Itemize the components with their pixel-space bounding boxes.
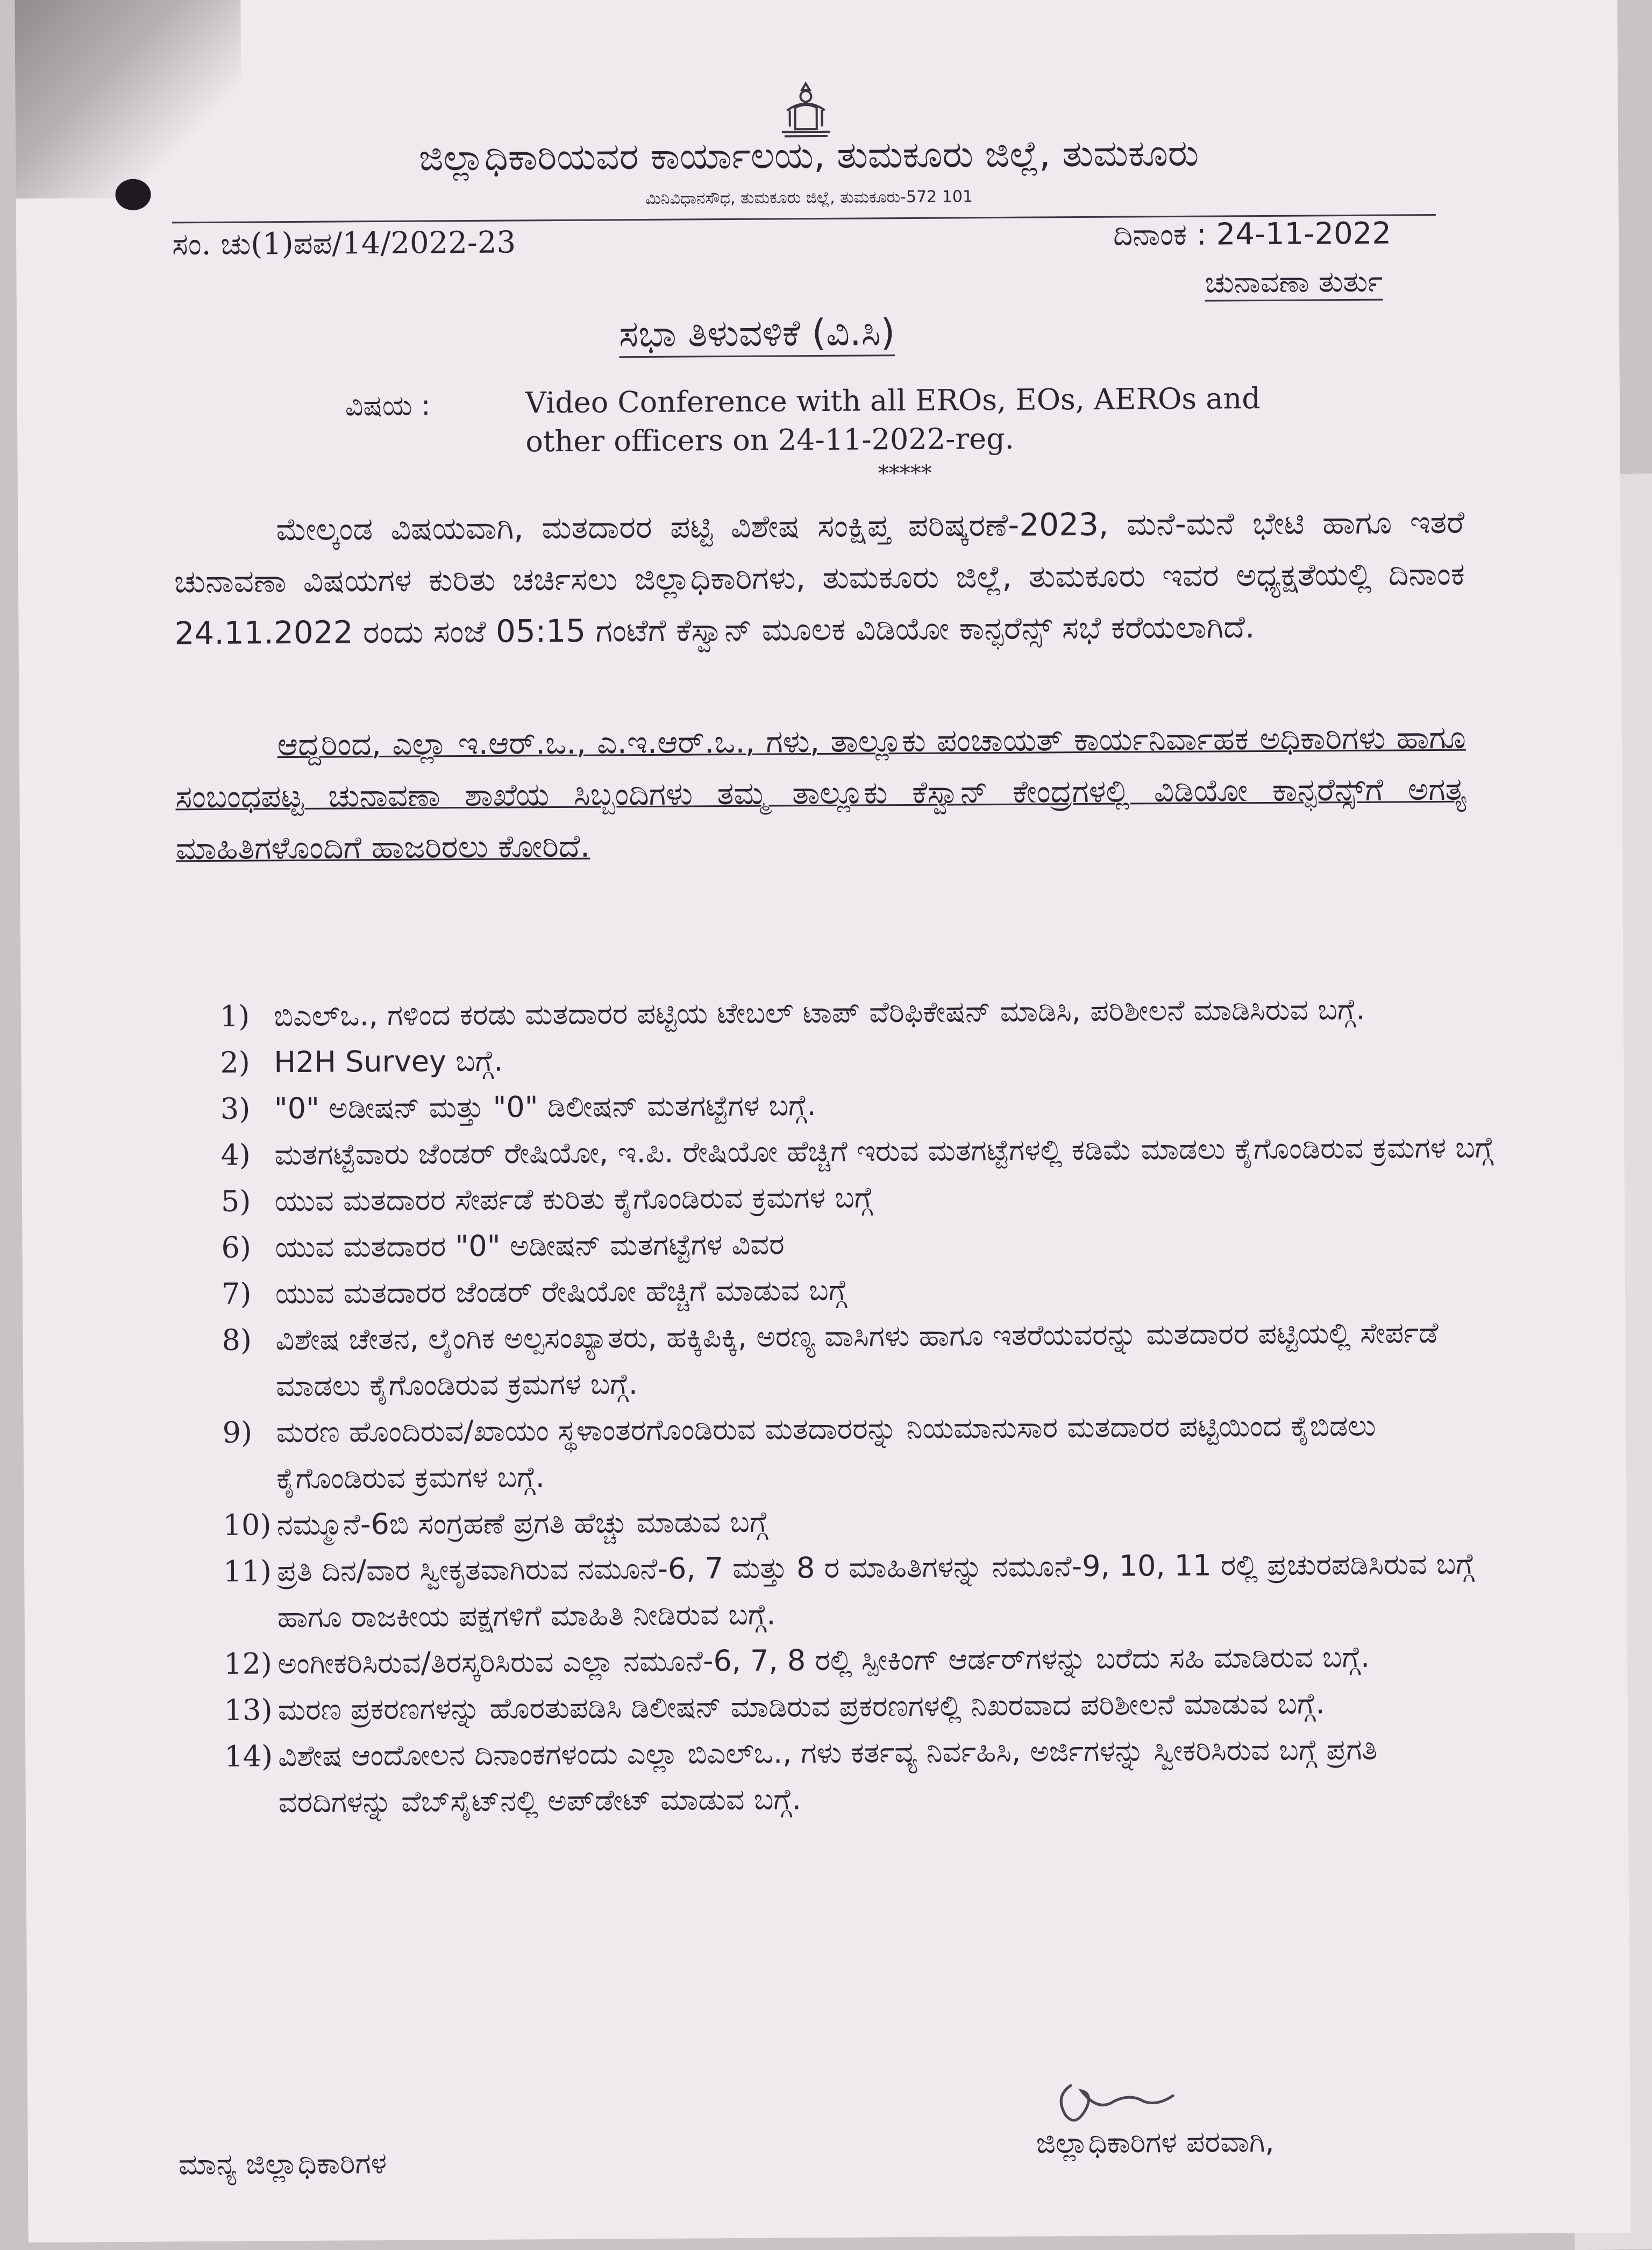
office-title: ಜಿಲ್ಲಾಧಿಕಾರಿಯವರ ಕಾರ್ಯಾಲಯ, ತುಮಕೂರು ಜಿಲ್ಲೆ, ತುಮಕೂರು [418,132,1199,180]
footer-left-text: ಮಾನ್ಯ ಜಿಲ್ಲಾಧಿಕಾರಿಗಳ [178,2146,387,2182]
notice-title: ಸಭಾ ತಿಳುವಳಿಕೆ (ವಿ.ಸಿ) [619,311,895,358]
list-item [221,1217,1496,1270]
document-date: ದಿನಾಂಕ : 24-11-2022 [1113,216,1392,253]
list-item [222,1263,1496,1317]
item-number: 12) [224,1646,273,1681]
list-item [220,1124,1495,1178]
item-number: 11) [223,1554,272,1588]
item-text: ವಿಶೇಷ ಆಂದೋಲನ ದಿನಾಂಕಗಳಂದು ಎಲ್ಲಾ ಬಿಎಲ್‌ಒ., ಗಳು ಕರ್ತವ್ಯ ನಿರ್ವಹಿಸಿ, ಅರ್ಜಿಗಳನ್ನು ಸ್ವೀಕರಿಸಿರುವ ಬಗ್ಗೆ ಪ್ರಗತಿ ವರದಿಗಳನ್ನು ವೆಬ್‌ಸೈಟ್‌ನಲ್ಲಿ ಅಪ್‌ಡೇಟ್ ಮಾಡುವ ಬಗ್ಗೆ. [278,1732,1378,1820]
item-number: 2) [220,1045,251,1080]
separator: ***** [878,460,932,486]
body-paragraph-2-text: ಆದ್ದರಿಂದ, ಎಲ್ಲಾ ಇ.ಆರ್.ಒ., ಎ.ಇ.ಆರ್.ಒ., ಗಳು, ತಾಲ್ಲೂಕು ಪಂಚಾಯತ್ ಕಾರ್ಯನಿರ್ವಾಹಕ ಅಧಿಕಾರಿಗಳು ಹಾಗೂ ಸಂಬಂಧಪಟ್ಟ ಚುನಾವಣಾ ಶಾಖೆಯ ಸಿಬ್ಬಂದಿಗಳು ತಮ್ಮ ತಾಲ್ಲೂಕು ಕೆಸ್ವಾನ್ ಕೇಂದ್ರಗಳಲ್ಲಿ ವಿಡಿಯೋ ಕಾನ್ಫರೆನ್ಸ್‌ಗೆ ಅಗತ್ಯ ಮಾಹಿತಿಗಳೊಂದಿಗೆ ಹಾಜರಿರಲು ಕೋರಿದೆ. [175,719,1466,867]
item-number: 4) [220,1138,251,1172]
list-item [224,1726,1499,1826]
body-paragraph-2 [175,712,1467,875]
list-item [221,1170,1496,1224]
item-text: ಯುವ ಮತದಾರರ "0" ಅಡೀಷನ್ ಮತಗಟ್ಟೆಗಳ ವಿವರ [275,1227,785,1265]
item-number: 8) [222,1323,252,1357]
punch-hole [115,179,151,210]
item-text: ಅಂಗೀಕರಿಸಿರುವ/ತಿರಸ್ಕರಿಸಿರುವ ಎಲ್ಲಾ ನಮೂನೆ-6, 7, 8 ರಲ್ಲಿ ಸ್ಪೀಕಿಂಗ್ ಆರ್ಡರ್‌ಗಳನ್ನು ಬರೆದು ಸಹಿ ಮಾಡಿರುವ ಬಗ್ಗೆ. [277,1639,1370,1681]
list-item [220,985,1494,1039]
agenda-list [220,985,1499,1826]
item-text: ಯುವ ಮತದಾರರ ಜೆಂಡರ್ ರೇಷಿಯೋ ಹೆಚ್ಚಿಗೆ ಮಾಡುವ ಬಗ್ಗೆ [275,1273,848,1311]
list-item [220,1032,1494,1085]
body-paragraph-1: ಮೇಲ್ಕಂಡ ವಿಷಯವಾಗಿ, ಮತದಾರರ ಪಟ್ಟಿ ವಿಶೇಷ ಸಂಕ್ಷಿಪ್ತ ಪರಿಷ್ಕರಣೆ-2023, ಮನೆ-ಮನೆ ಭೇಟಿ ಹಾಗೂ ಇತರೆ ಚುನಾವಣಾ ವಿಷಯಗಳ ಕುರಿತು ಚರ್ಚಿಸಲು ಜಿಲ್ಲಾಧಿಕಾರಿಗಳು, ತುಮಕೂರು ಜಿಲ್ಲೆ, ತುಮಕೂರು ಇವರ ಅಧ್ಯಕ್ಷತೆಯಲ್ಲಿ ದಿನಾಂಕ 24.11.2022 ರಂದು ಸಂಜೆ 05:15 ಗಂಟೆಗೆ ಕೆಸ್ವಾನ್ ಮೂಲಕ ವಿಡಿಯೋ ಕಾನ್ಫರೆನ್ಸ್ ಸಭೆ ಕರೆಯಲಾಗಿದೆ. [174,503,1465,652]
item-text: ನಮ್ಮೂನೆ-6ಬಿ ಸಂಗ್ರಹಣೆ ಪ್ರಗತಿ ಹೆಚ್ಚು ಮಾಡುವ ಬಗ್ಗೆ [276,1504,768,1542]
list-item [224,1633,1498,1687]
reference-number: ಸಂ. ಚು(1)ಪಪ/14/2022-23 [172,225,516,262]
item-number: 6) [221,1230,252,1265]
office-address: ಮಿನಿವಿಧಾನಸೌಧ, ತುಮಕೂರು ಜಿಲ್ಲೆ, ತುಮಕೂರು-572 101 [645,187,973,208]
emblem-icon [765,78,846,143]
item-text: ಪ್ರತಿ ದಿನ/ವಾರ ಸ್ವೀಕೃತವಾಗಿರುವ ನಮೂನೆ-6, 7 ಮತ್ತು 8 ರ ಮಾಹಿತಿಗಳನ್ನು ನಮೂನೆ-9, 10, 11 ರಲ್ಲಿ ಪ್ರಚುರಪಡಿಸಿರುವ ಬಗ್ಗೆ ಹಾಗೂ ರಾಜಕೀಯ ಪಕ್ಷಗಳಿಗೆ ಮಾಹಿತಿ ನೀಡಿರುವ ಬಗ್ಗೆ. [276,1546,1475,1635]
item-text: ಯುವ ಮತದಾರರ ಸೇರ್ಪಡೆ ಕುರಿತು ಕೈಗೊಂಡಿರುವ ಕ್ರಮಗಳ ಬಗ್ಗೆ [274,1180,873,1218]
item-text: ವಿಶೇಷ ಚೇತನ, ಲೈಂಗಿಕ ಅಲ್ಪಸಂಖ್ಯಾತರು, ಹಕ್ಕಿಪಿಕ್ಕಿ, ಅರಣ್ಯ ವಾಸಿಗಳು ಹಾಗೂ ಇತರೆಯವರನ್ನು ಮತದಾರರ ಪಟ್ಟಿಯಲ್ಲಿ ಸೇರ್ಪಡೆ ಮಾಡಲು ಕೈಗೊಂಡಿರುವ ಕ್ರಮಗಳ ಬಗ್ಗೆ. [275,1316,1439,1403]
page-shadow [15,0,241,198]
item-text: ಮತಗಟ್ಟೆವಾರು ಜೆಂಡರ್ ರೇಷಿಯೋ, ಇ.ಪಿ. ರೇಷಿಯೋ ಹೆಚ್ಚಿಗೆ ಇರುವ ಮತಗಟ್ಟೆಗಳಲ್ಲಿ ಕಡಿಮೆ ಮಾಡಲು ಕೈಗೊಂಡಿರುವ ಕ್ರಮಗಳ ಬಗ್ಗೆ [274,1130,1494,1172]
section-label: ಚುನಾವಣಾ ತುರ್ತು [1205,265,1383,302]
list-item [222,1309,1497,1409]
list-item [223,1494,1497,1548]
document-page [15,0,1630,2242]
item-number: 9) [222,1415,253,1450]
item-number: 13) [224,1693,273,1727]
item-number: 1) [219,999,250,1033]
item-number: 7) [221,1276,252,1311]
list-item [224,1679,1498,1733]
item-text: ಬಿಎಲ್‌ಒ., ಗಳಿಂದ ಕರಡು ಮತದಾರರ ಪಟ್ಟಿಯ ಟೇಬಲ್ ಟಾಪ್ ವೆರಿಫಿಕೇಷನ್ ಮಾಡಿಸಿ, ಪರಿಶೀಲನೆ ಮಾಡಿಸಿರುವ ಬಗ್ಗೆ. [273,992,1365,1033]
item-number: 3) [220,1091,251,1126]
item-number: 10) [223,1508,272,1542]
footer-right-text: ಜಿಲ್ಲಾಧಿಕಾರಿಗಳ ಪರವಾಗಿ, [1036,2124,1274,2160]
item-text: "0" ಅಡೀಷನ್ ಮತ್ತು "0" ಡಿಲೀಷನ್ ಮತಗಟ್ಟೆಗಳ ಬಗ್ಗೆ. [274,1088,816,1126]
item-number: 14) [224,1739,273,1773]
item-text: ಮರಣ ಹೊಂದಿರುವ/ಖಾಯಂ ಸ್ಥಳಾಂತರಗೊಂಡಿರುವ ಮತದಾರರನ್ನು ನಿಯಮಾನುಸಾರ ಮತದಾರರ ಪಟ್ಟಿಯಿಂದ ಕೈಬಿಡಲು ಕೈಗೊಂಡಿರುವ ಕ್ರಮಗಳ ಬಗ್ಗೆ. [276,1408,1376,1496]
item-text: H2H Survey ಬಗ್ಗೆ. [274,1044,503,1080]
subject-text: Video Conference with all EROs, EOs, AEROs and other officers on 24-11-2022-reg. [525,381,1261,459]
list-item [220,1078,1495,1132]
list-item [222,1402,1497,1502]
item-text: ಮರಣ ಪ್ರಕರಣಗಳನ್ನು ಹೊರತುಪಡಿಸಿ ಡಿಲೀಷನ್ ಮಾಡಿರುವ ಪ್ರಕರಣಗಳಲ್ಲಿ ನಿಖರವಾದ ಪರಿಶೀಲನೆ ಮಾಡುವ ಬಗ್ಗೆ. [277,1686,1325,1727]
subject-label: ವಿಷಯ : [345,389,431,423]
list-item [223,1541,1498,1641]
item-number: 5) [220,1184,251,1218]
